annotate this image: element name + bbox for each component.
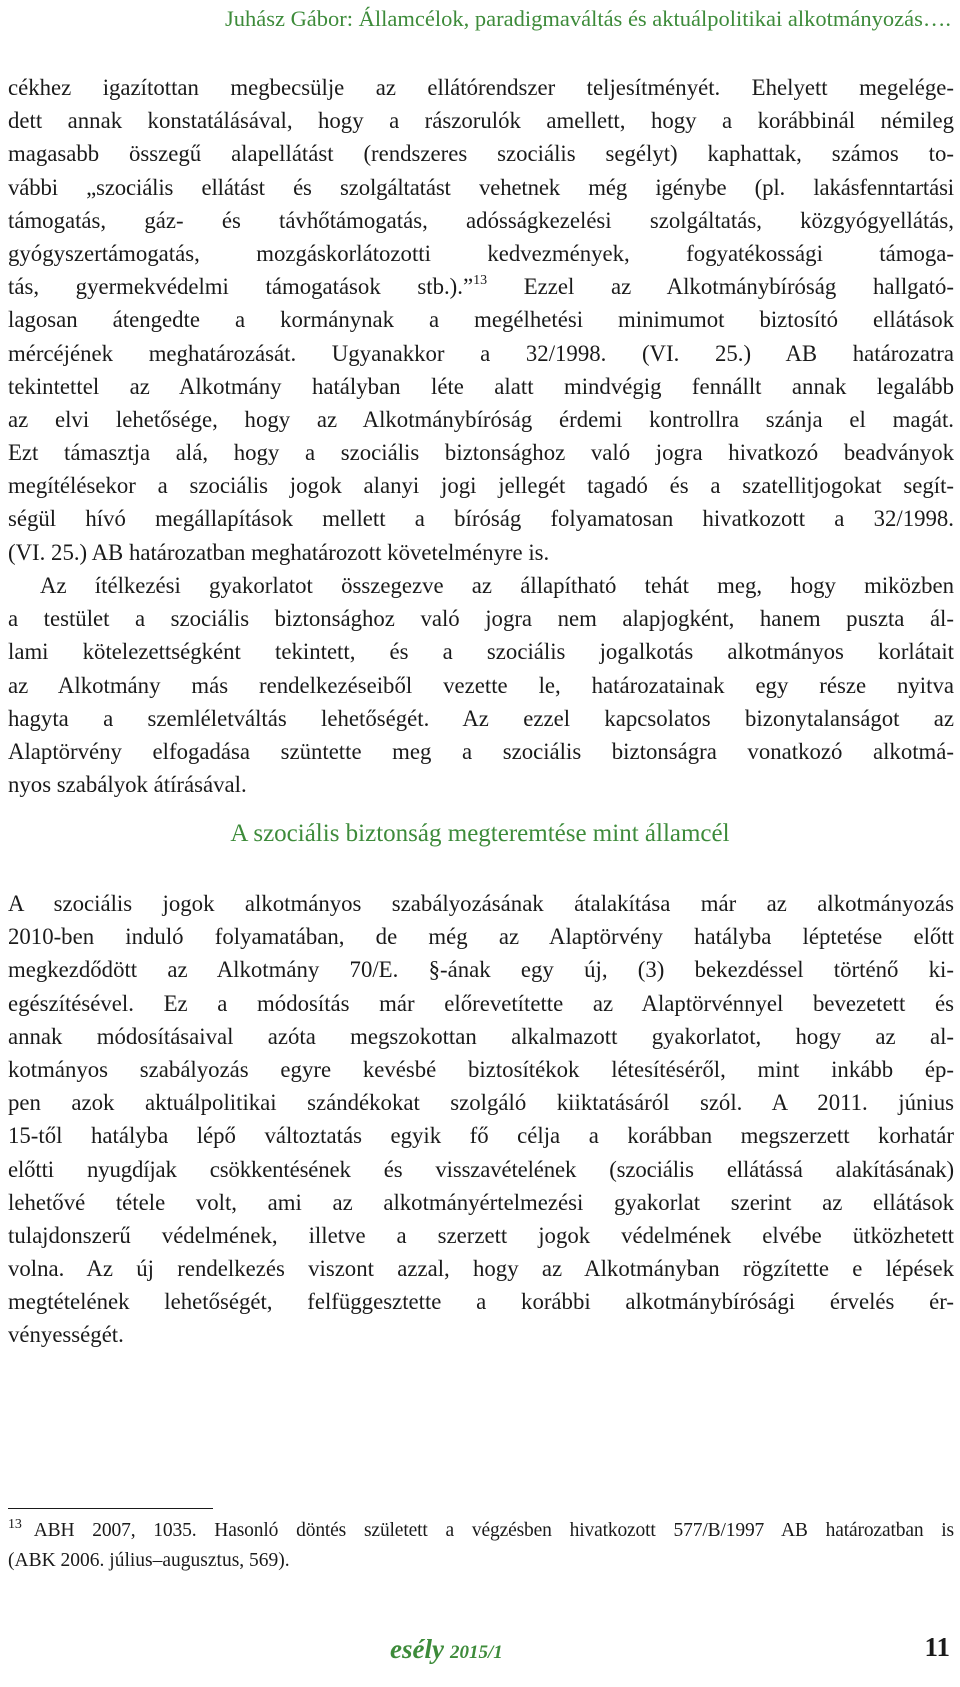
text-line: megkezdődött az Alkotmány 70/E. §-ának egy új, (3) bekezdéssel történő ki- xyxy=(8,957,954,983)
text-line: magasabb összegű alapellátást (rendszeres szociális segélyt) kaphattak, számos to- xyxy=(8,141,954,167)
footnote xyxy=(8,1516,954,1576)
page-number: 11 xyxy=(924,1632,950,1662)
text-line: tekintettel az Alkotmány hatályban léte alatt mindvégig fennállt annak legalább xyxy=(8,373,954,399)
footnote-divider xyxy=(8,1508,213,1509)
paragraph-2 xyxy=(8,569,954,801)
text-line: gyógyszertámogatás, mozgáskorlátozotti kedvezmények, fogyatékossági támoga- xyxy=(8,240,954,266)
text-line: lehetővé tétele volt, ami az alkotmányértelmezési gyakorlat szerint az ellátások xyxy=(8,1189,954,1215)
text-line: mércéjének meghatározását. Ugyanakkor a 32/1998. (VI. 25.) AB határozatra xyxy=(8,340,954,366)
journal-issue: 2015/1 xyxy=(449,1642,503,1663)
text-line: pen azok aktuálpolitikai szándékokat szolgáló kiiktatásáról szól. A 2011. június xyxy=(8,1090,954,1116)
text-line: kotmányos szabályozás egyre kevésbé biztosítékok létesítéséről, mint inkább ép- xyxy=(8,1056,954,1082)
text-line: Alaptörvény elfogadása szüntette meg a szociális biztonságra vonatkozó alkotmá- xyxy=(8,738,954,764)
text-line: előtti nyugdíjak csökkentésének és visszavételének (szociális ellátássá alakításának) xyxy=(8,1156,954,1182)
text-fragment: Ezzel az Alkotmánybíróság hallgató- xyxy=(523,274,954,300)
text-line: támogatás, gáz- és távhőtámogatás, adósságkezelési szolgáltatás, közgyógyellátás, xyxy=(8,207,954,233)
text-line: 2010-ben induló folyamatában, de még az Alaptörvény hatályba léptetése előtt xyxy=(8,924,954,950)
journal-footer xyxy=(390,1634,503,1665)
text-line: tulajdonszerű védelmének, illetve a szerzett jogok védelmének elvébe ütközhetett xyxy=(8,1222,954,1248)
paragraph-3 xyxy=(8,887,954,1352)
text-line: 15-től hatályba lépő változtatás egyik fő célja a korábban megszerzett korhatár xyxy=(8,1123,954,1149)
text-line: megítélésekor a szociális jogok alanyi jogi jellegét tagadó és a szatellitjogokat segít- xyxy=(8,473,954,499)
text-line: lami kötelezettségként tekintett, és a szociális jogalkotás alkotmányos korlátait xyxy=(8,639,954,665)
text-line: egészítésével. Ez a módosítás már előrevetítette az Alaptörvénnyel bevezetett és xyxy=(8,990,954,1016)
text-line: A szociális jogok alkotmányos szabályozásának átalakítása már az alkotmányozás xyxy=(8,891,954,916)
text-line: ségül hívó megállapítások mellett a bíróság folyamatosan hivatkozott a 32/1998. xyxy=(8,506,954,532)
text-line: vábbi „szociális ellátást és szolgáltatást vehetnek még igénybe (pl. lakásfenntartási xyxy=(8,174,954,200)
text-line: lagosan átengedte a kormánynak a megélhetési minimumot biztosító ellátások xyxy=(8,307,954,333)
journal-name: esély xyxy=(390,1634,444,1664)
text-line: dett annak konstatálásával, hogy a rászorulók amellett, hogy a korábbinál némileg xyxy=(8,108,954,134)
text-line: az elvi lehetősége, hogy az Alkotmánybíróság érdemi kontrollra szánja el magát. xyxy=(8,406,954,432)
text-line: (VI. 25.) AB határozatban meghatározott követelményre is. xyxy=(8,539,550,565)
footnote-line: (ABK 2006. július–augusztus, 569). xyxy=(8,1550,290,1571)
footnote-line xyxy=(8,1516,954,1546)
text-line: nyos szabályok átírásával. xyxy=(8,772,247,798)
quote-end-text: tás, gyermekvédelmi támogatások stb.).” xyxy=(8,274,474,300)
text-line: Ezt támasztja alá, hogy a szociális biztonsághoz való jogra hivatkozó beadványok xyxy=(8,440,954,466)
paragraph-1 xyxy=(8,71,954,569)
section-heading: A szociális biztonság megteremtése mint államcél xyxy=(230,820,730,847)
text-line: a testület a szociális biztonsághoz való jogra nem alapjogként, hanem puszta ál- xyxy=(8,606,954,632)
text-line: cékhez igazítottan megbecsülje az ellátórendszer teljesítményét. Ehelyett megelége- xyxy=(8,75,954,100)
text-line: Az ítélkezési gyakorlatot összegezve az állapítható tehát meg, hogy miközben xyxy=(40,573,954,598)
text-line: annak módosításaival azóta megszokottan alkalmazott gyakorlatot, hogy az al- xyxy=(8,1023,954,1049)
footnote-text: ABH 2007, 1035. Hasonló döntés született a végzésben hivatkozott 577/B/1997 AB határozatban is xyxy=(33,1520,954,1541)
footnote-reference: 13 xyxy=(473,273,488,289)
text-line: vényességét. xyxy=(8,1322,124,1348)
footnote-number: 13 xyxy=(8,1517,22,1532)
text-line: az Alkotmány más rendelkezéseiből vezette le, határozatainak egy része nyitva xyxy=(8,672,954,698)
text-line: hagyta a szemléletváltás lehetőségét. Az ezzel kapcsolatos bizonytalanságot az xyxy=(8,705,954,731)
text-line: volna. Az új rendelkezés viszont azzal, hogy az Alkotmányban rögzítette e lépések xyxy=(8,1256,954,1282)
text-line: megtételének lehetőségét, felfüggesztette a korábbi alkotmánybírósági érvelés ér- xyxy=(8,1289,954,1315)
running-head: Juhász Gábor: Államcélok, paradigmaváltás és aktuálpolitikai alkotmányozás…. xyxy=(224,6,951,31)
text-line-with-footnote-ref xyxy=(8,270,954,303)
